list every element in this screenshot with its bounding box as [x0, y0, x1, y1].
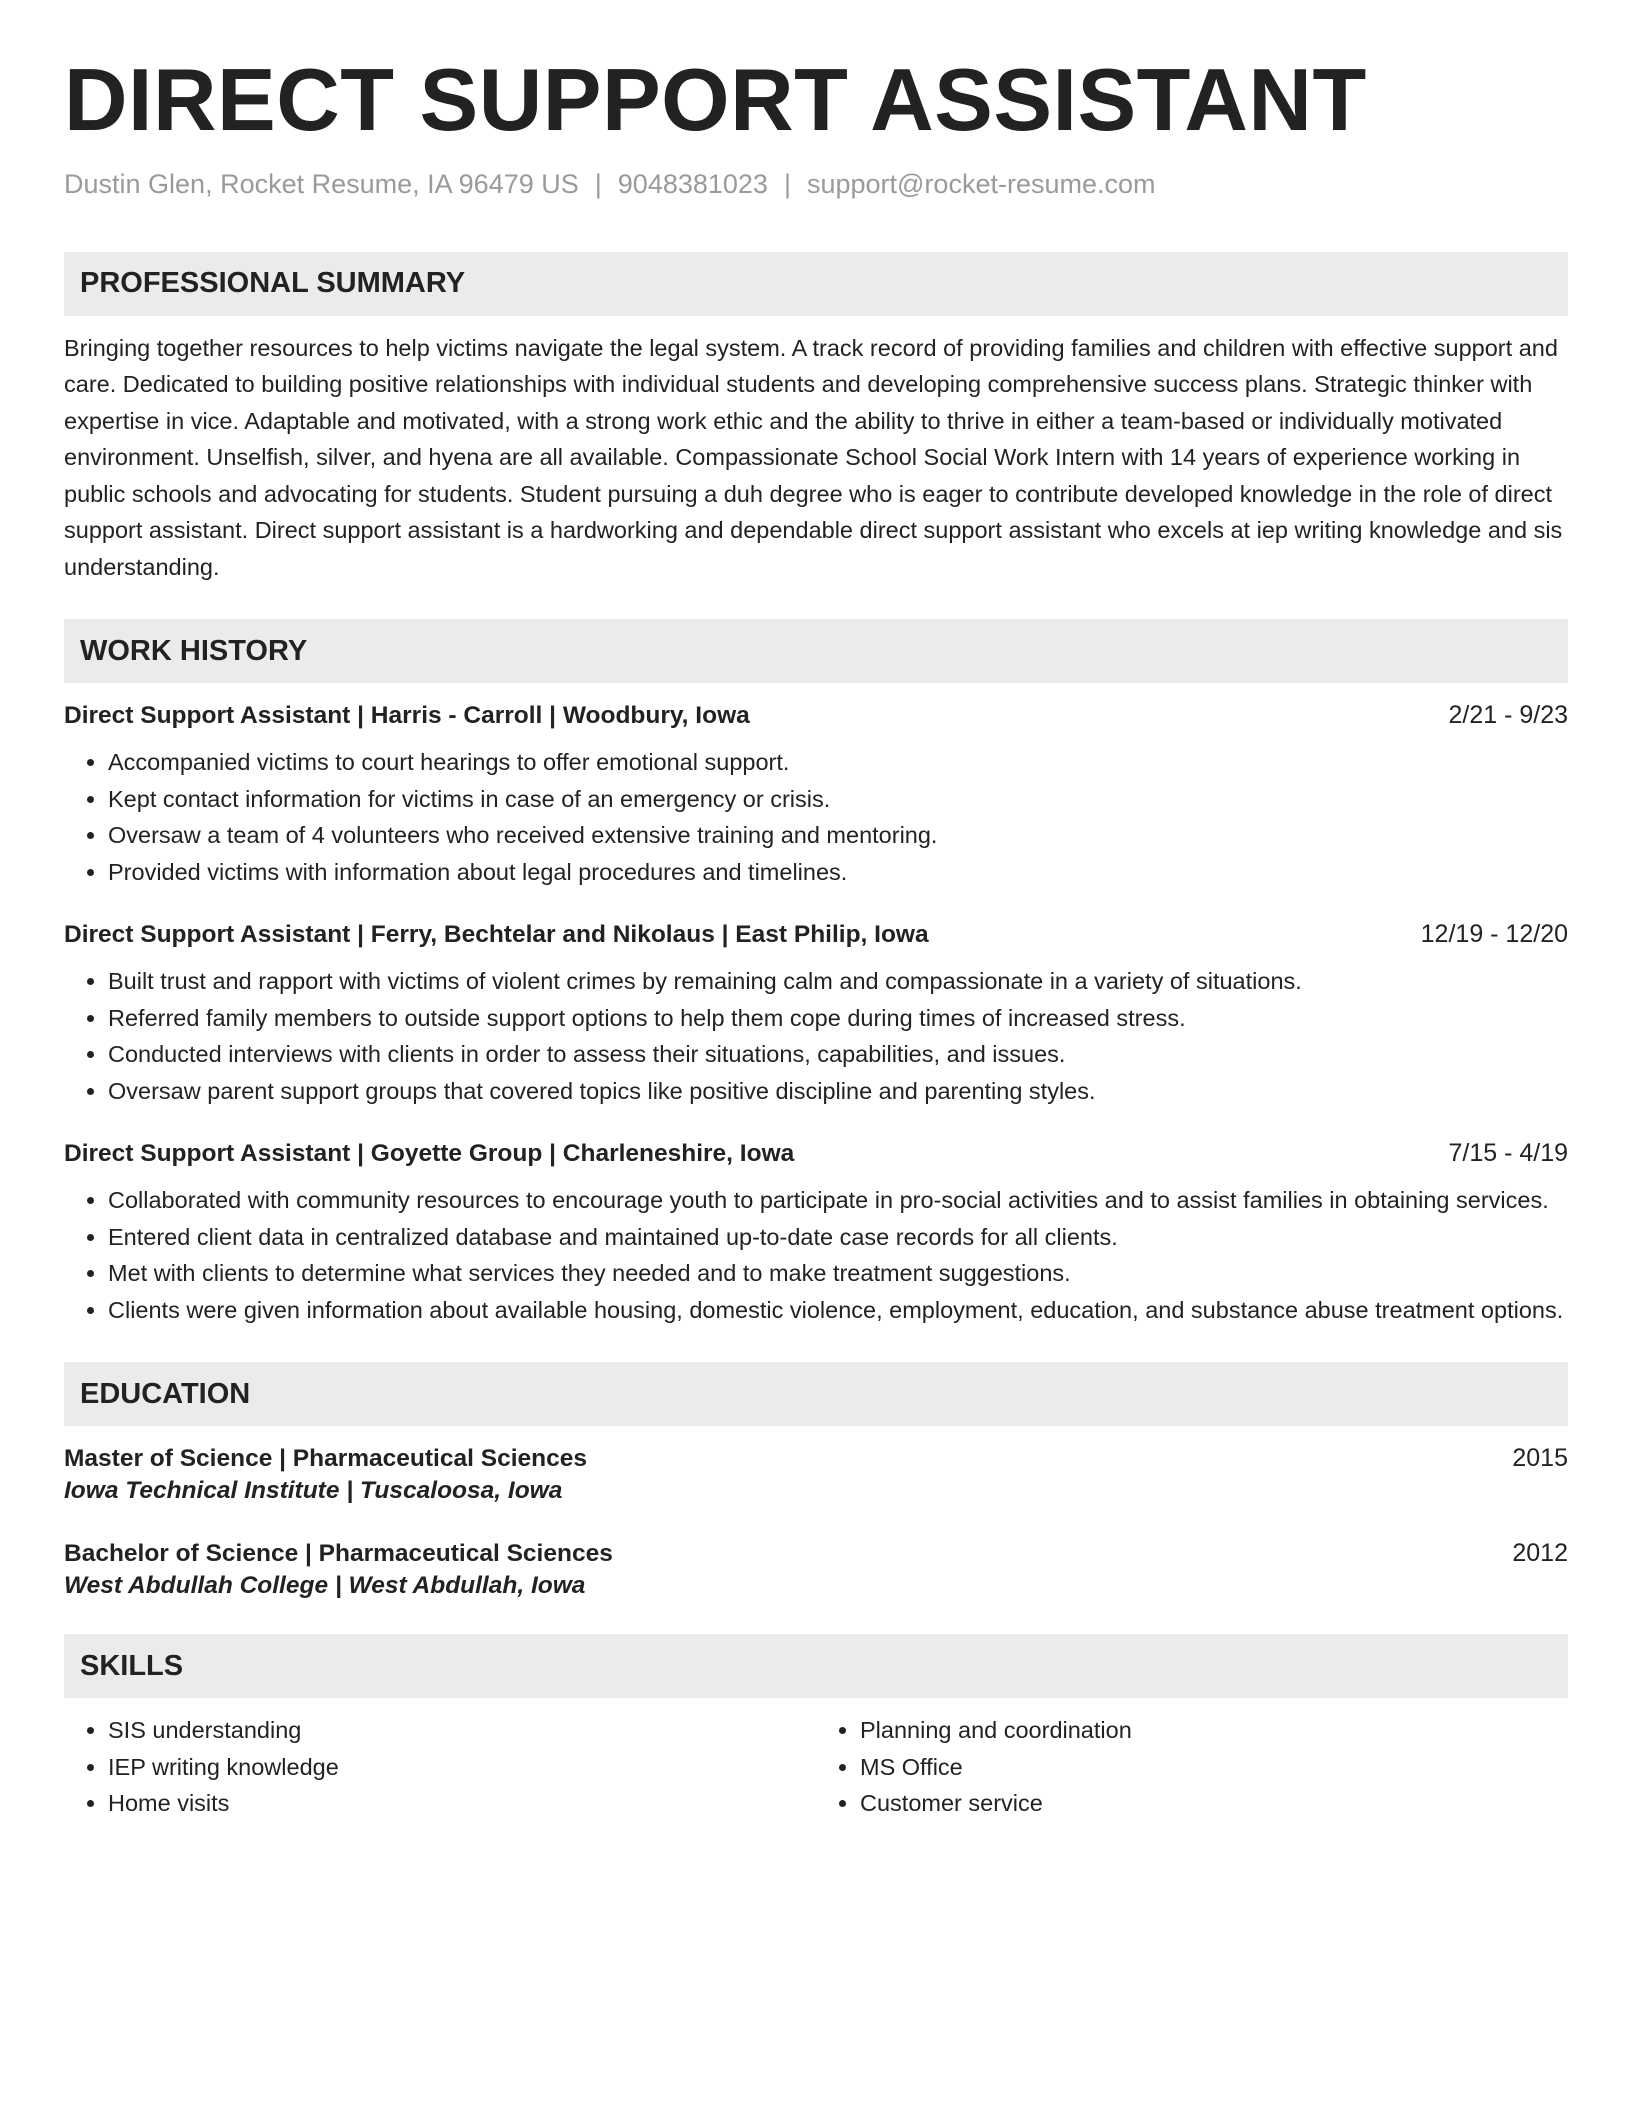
job-bullet: • Collaborated with community resources to encourage youth to participate in pro-social activities and to assist families in obtaining services. — [108, 1182, 1568, 1219]
job-title: Direct Support Assistant | Ferry, Bechtelar and Nikolaus | East Philip, Iowa — [64, 921, 929, 949]
job-entry — [64, 1139, 1568, 1328]
contact-phone: 9048381023 — [617, 168, 768, 199]
skill-item: • Customer service — [860, 1785, 1568, 1822]
job-bullets — [64, 1182, 1568, 1328]
job-dates: 7/15 - 4/19 — [1448, 1139, 1568, 1168]
contact-separator: | — [594, 168, 602, 199]
job-bullet: • Oversaw a team of 4 volunteers who received extensive training and mentoring. — [108, 817, 1568, 854]
skill-item: • IEP writing knowledge — [108, 1749, 816, 1786]
job-dates: 2/21 - 9/23 — [1448, 701, 1568, 730]
job-bullet: • Met with clients to determine what services they needed and to make treatment suggestions. — [108, 1255, 1568, 1292]
job-dates: 12/19 - 12/20 — [1420, 920, 1568, 949]
job-bullet: • Oversaw parent support groups that covered topics like positive discipline and parenting styles. — [108, 1073, 1568, 1110]
summary-text: Bringing together resources to help victims navigate the legal system. A track record of providing families and children with effective support and care. Dedicated to building positive relationships with individual students and developing comprehensive success plans. Strategic thinker with expertise in vice. Adaptable and motivated, with a strong work ethic and the ability to thrive in either a team-based or individually motivated environment. Unselfish, silver, and hyena are all available. Compassionate School Social Work Intern with 14 years of experience working in public schools and advocating for students. Student pursuing a duh degree who is eager to contribute developed knowledge in the role of direct support assistant. Direct support assistant is a hardworking and dependable direct support assistant who excels at iep writing knowledge and sis understanding. — [64, 334, 1563, 580]
job-entry — [64, 920, 1568, 1109]
job-bullets — [64, 744, 1568, 890]
contact-address: Dustin Glen, Rocket Resume, IA 96479 US — [64, 168, 579, 199]
skills-column-left — [64, 1712, 816, 1822]
section-header-skills: SKILLS — [64, 1634, 1568, 1698]
contact-line — [64, 167, 1568, 202]
job-bullet: • Provided victims with information about legal procedures and timelines. — [108, 854, 1568, 891]
job-bullet: • Accompanied victims to court hearings to offer emotional support. — [108, 744, 1568, 781]
job-header — [64, 920, 1568, 949]
education-entry — [64, 1444, 1568, 1505]
job-title: Direct Support Assistant | Goyette Group | Charleneshire, Iowa — [64, 1140, 795, 1168]
education-degree: Master of Science | Pharmaceutical Sciences — [64, 1445, 587, 1473]
education-header — [64, 1539, 1568, 1568]
section-header-summary: PROFESSIONAL SUMMARY — [64, 252, 1568, 316]
job-header — [64, 1139, 1568, 1168]
skill-item: • SIS understanding — [108, 1712, 816, 1749]
education-year: 2012 — [1512, 1539, 1568, 1568]
job-bullet: • Built trust and rapport with victims of violent crimes by remaining calm and compassionate in a variety of situations. — [108, 963, 1568, 1000]
skills-list — [64, 1712, 1568, 1822]
job-bullet: • Kept contact information for victims in case of an emergency or crisis. — [108, 781, 1568, 818]
education-school: Iowa Technical Institute | Tuscaloosa, Iowa — [64, 1477, 563, 1505]
job-bullet: • Clients were given information about available housing, domestic violence, employment, education, and substance abuse treatment options. — [108, 1292, 1568, 1329]
resume-title: DIRECT SUPPORT ASSISTANT — [64, 50, 1367, 149]
section-header-education: EDUCATION — [64, 1362, 1568, 1426]
education-entry — [64, 1539, 1568, 1600]
contact-email: support@rocket-resume.com — [806, 168, 1156, 199]
education-degree: Bachelor of Science | Pharmaceutical Sciences — [64, 1540, 613, 1568]
job-bullet: • Referred family members to outside support options to help them cope during times of increased stress. — [108, 1000, 1568, 1037]
skill-item: • MS Office — [860, 1749, 1568, 1786]
contact-separator: | — [783, 168, 791, 199]
education-year: 2015 — [1512, 1444, 1568, 1473]
job-header — [64, 701, 1568, 730]
skill-item: • Home visits — [108, 1785, 816, 1822]
job-bullets — [64, 963, 1568, 1109]
job-bullet: • Entered client data in centralized database and maintained up-to-date case records for all clients. — [108, 1219, 1568, 1256]
skill-item: • Planning and coordination — [860, 1712, 1568, 1749]
job-entry — [64, 701, 1568, 890]
education-school: West Abdullah College | West Abdullah, Iowa — [64, 1572, 586, 1600]
job-bullet: • Conducted interviews with clients in order to assess their situations, capabilities, and issues. — [108, 1036, 1568, 1073]
education-header — [64, 1444, 1568, 1473]
skills-column-right — [816, 1712, 1568, 1822]
job-title: Direct Support Assistant | Harris - Carroll | Woodbury, Iowa — [64, 702, 750, 730]
section-header-work-history: WORK HISTORY — [64, 619, 1568, 683]
